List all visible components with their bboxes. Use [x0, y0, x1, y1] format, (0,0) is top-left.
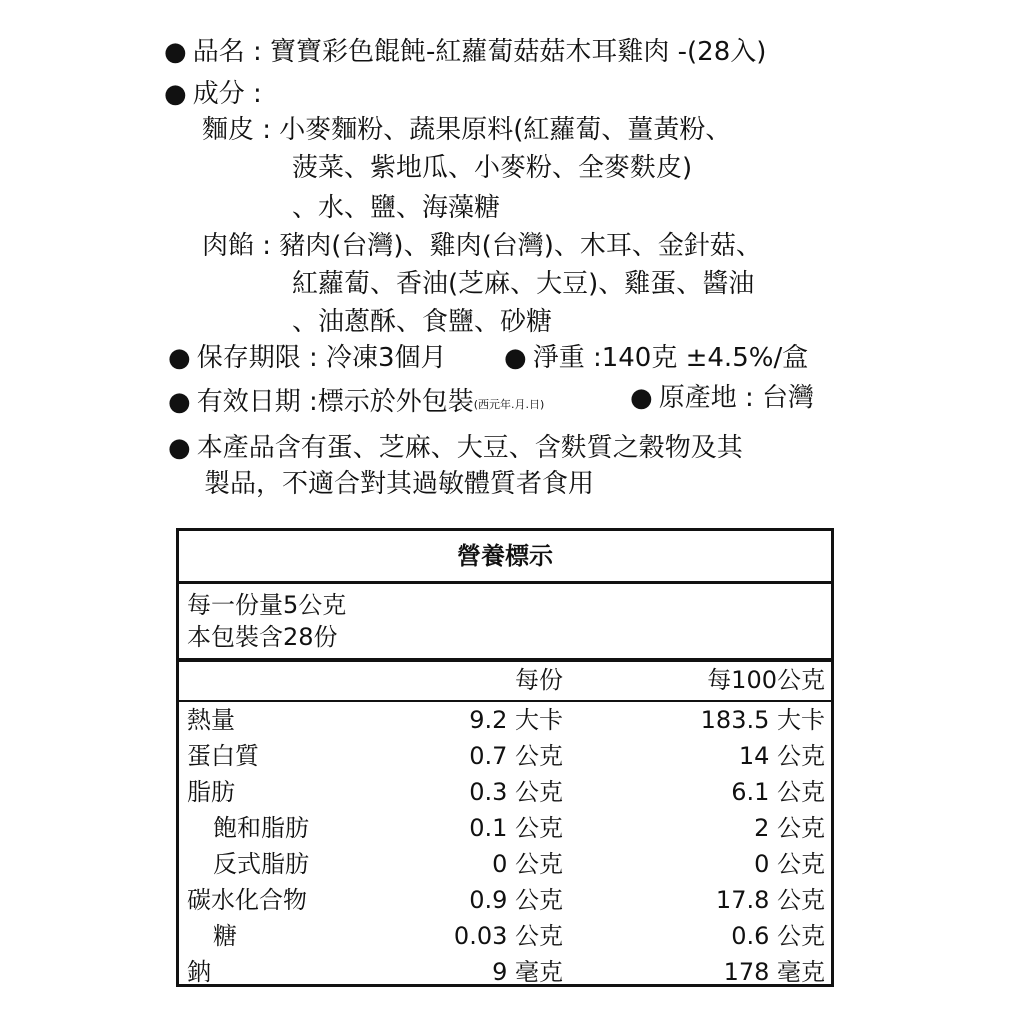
filling-line-1: 肉餡 : 豬肉(台灣)、雞肉(台灣)、木耳、金針菇、	[202, 231, 762, 261]
col-header-per-serving: 每份	[515, 666, 563, 694]
bullet-icon: ●	[168, 343, 191, 373]
shelf-life-line	[168, 342, 447, 374]
net-weight: 淨重 :140克 ±4.5%/盒	[532, 343, 809, 373]
shelf-life: 保存期限 : 冷凍3個月	[196, 343, 447, 373]
nutrition-row	[179, 954, 831, 990]
bullet-icon: ●	[630, 383, 653, 413]
expiry-note: (西元年.月.日)	[473, 398, 545, 411]
serving-size: 每一份量5公克	[187, 591, 347, 619]
wrapper-line-1: 麵皮 : 小麥麵粉、蔬果原料(紅蘿蔔、薑黃粉、	[202, 115, 732, 145]
nutrient-name: 糖	[213, 922, 237, 950]
nutrient-per-serving: 0.03 公克	[453, 922, 563, 950]
nutrient-per-serving: 0.1 公克	[469, 814, 563, 842]
nutrient-per-100g: 183.5 大卡	[700, 706, 825, 734]
col-header-per-100g: 每100公克	[707, 666, 825, 694]
expiry-line	[168, 386, 544, 421]
nutrition-row	[179, 846, 831, 882]
origin-line	[630, 382, 814, 414]
allergen-line-1	[168, 432, 743, 464]
bullet-icon: ●	[168, 387, 191, 417]
nutrition-row	[179, 702, 831, 738]
nutrient-per-serving: 0.7 公克	[469, 742, 563, 770]
bullet-icon: ●	[504, 343, 527, 373]
nutrient-per-serving: 0 公克	[492, 850, 563, 878]
wrapper-line-2: 菠菜、紫地瓜、小麥粉、全麥麩皮)	[292, 153, 693, 183]
nutrient-per-100g: 0 公克	[754, 850, 825, 878]
nutrient-per-100g: 2 公克	[754, 814, 825, 842]
nutrient-per-serving: 9.2 大卡	[469, 706, 563, 734]
filling-line-3: 、油蔥酥、食鹽、砂糖	[292, 307, 553, 337]
nutrition-title: 營養標示	[179, 531, 831, 584]
net-weight-line	[504, 342, 808, 374]
nutrient-per-serving: 9 毫克	[492, 958, 563, 986]
nutrition-facts-panel	[176, 528, 834, 987]
nutrition-row	[179, 738, 831, 774]
nutrient-name: 碳水化合物	[187, 886, 307, 914]
bullet-icon: ●	[168, 433, 191, 463]
product-name: 品名 : 寶寶彩色餛飩-紅蘿蔔菇菇木耳雞肉 -(28入)	[192, 37, 767, 67]
allergen-text-1: 本產品含有蛋、芝麻、大豆、含麩質之穀物及其	[196, 433, 743, 463]
nutrient-name: 脂肪	[187, 778, 235, 806]
expiry: 有效日期 :標示於外包裝	[196, 387, 474, 417]
bullet-icon: ●	[164, 79, 187, 109]
nutrient-per-100g: 17.8 公克	[715, 886, 825, 914]
ingredients-title: 成分 :	[192, 79, 262, 109]
nutrient-per-serving: 0.9 公克	[469, 886, 563, 914]
nutrient-per-100g: 6.1 公克	[731, 778, 825, 806]
nutrient-per-serving: 0.3 公克	[469, 778, 563, 806]
nutrient-per-100g: 14 公克	[738, 742, 825, 770]
nutrition-row	[179, 774, 831, 810]
nutrient-name: 蛋白質	[187, 742, 259, 770]
nutrient-name: 熱量	[187, 706, 235, 734]
wrapper-line-3: 、水、鹽、海藻糖	[292, 193, 501, 223]
nutrient-name: 鈉	[187, 958, 211, 986]
nutrition-row	[179, 810, 831, 846]
bullet-icon: ●	[164, 37, 187, 67]
serving-info	[179, 584, 831, 662]
filling-line-2: 紅蘿蔔、香油(芝麻、大豆)、雞蛋、醬油	[292, 269, 755, 299]
nutrition-row	[179, 882, 831, 918]
allergen-line-2: 製品，不適合對其過敏體質者食用	[204, 469, 595, 499]
nutrient-per-100g: 178 毫克	[723, 958, 825, 986]
nutrient-name: 飽和脂肪	[213, 814, 309, 842]
nutrition-header-row	[179, 662, 831, 702]
nutrient-per-100g: 0.6 公克	[731, 922, 825, 950]
origin: 原產地 : 台灣	[658, 383, 814, 413]
ingredients-title-line	[164, 78, 262, 110]
nutrition-row	[179, 918, 831, 954]
servings-per-package: 本包裝含28份	[187, 623, 338, 651]
nutrient-name: 反式脂肪	[213, 850, 309, 878]
product-name-line	[164, 36, 766, 68]
nutrition-rows	[179, 702, 831, 990]
